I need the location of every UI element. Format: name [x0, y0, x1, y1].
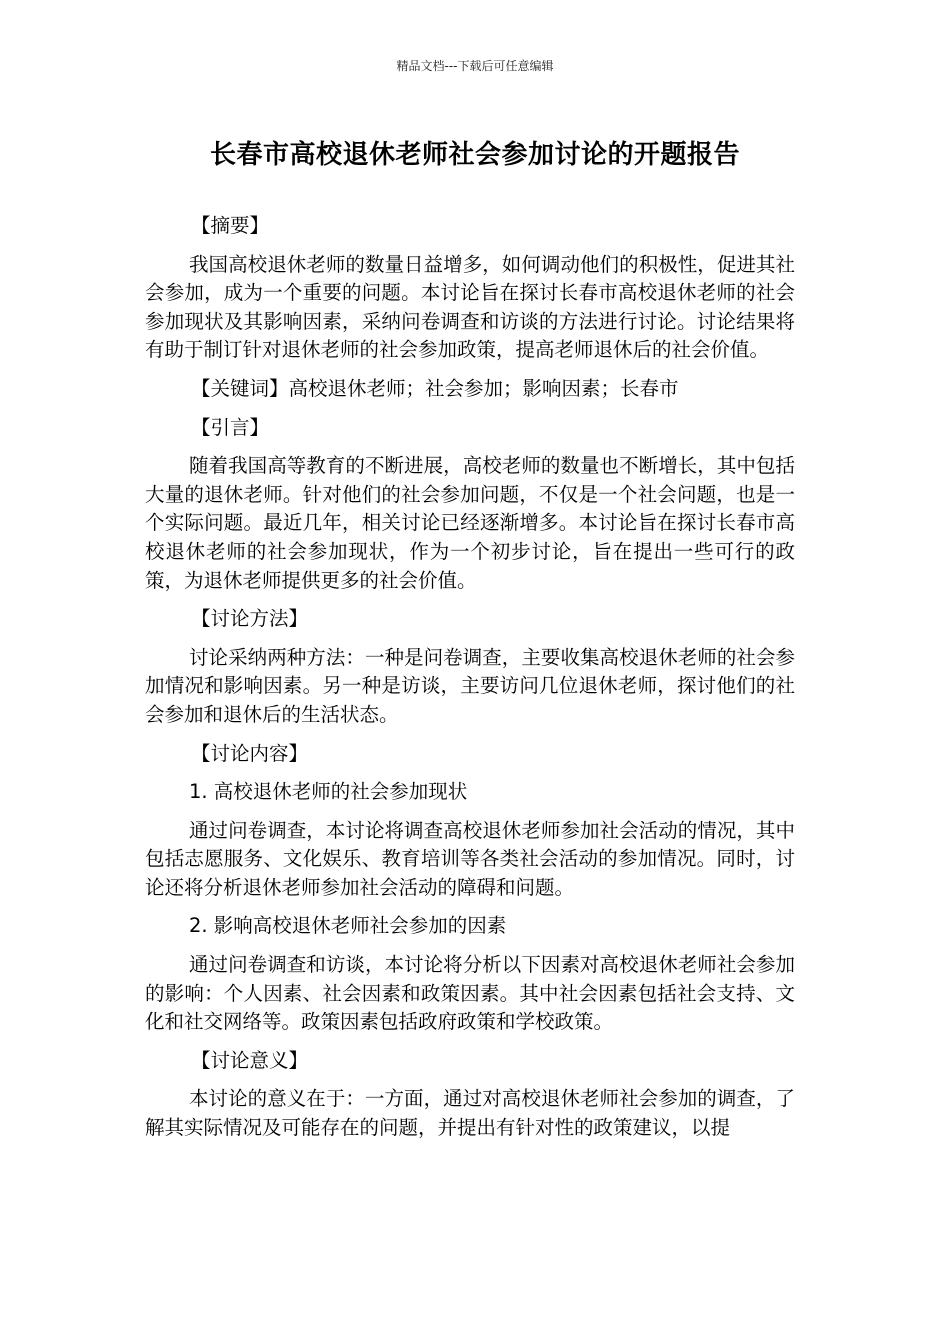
content-item2-title: 2. 影响高校退休老师社会参加的因素: [189, 914, 507, 938]
method-paragraph: 讨论采纳两种方法：一种是问卷调查，主要收集高校退休老师的社会参加情况和影响因素。另一种是访谈，主要访问几位退休老师，探讨他们的社会参加和退休后的生活状态。: [145, 645, 795, 726]
content-item1-paragraph: 通过问卷调查，本讨论将调查高校退休老师参加社会活动的情况，其中包括志愿服务、文化娱乐、教育培训等各类社会活动的参加情况。同时，讨论还将分析退休老师参加社会活动的障碍和问题。: [145, 818, 795, 899]
intro-paragraph: 随着我国高等教育的不断进展，高校老师的数量也不断增长，其中包括大量的退休老师。针对他们的社会参加问题，不仅是一个社会问题，也是一个实际问题。最近几年，相关讨论已经逐渐增多。本讨论旨在探讨长春市高校退休老师的社会参加现状，作为一个初步讨论，旨在提出一些可行的政策，为退休老师提供更多的社会价值。: [145, 454, 795, 592]
content-heading: 【讨论内容】: [191, 741, 309, 765]
document-body: [145, 212, 795, 1153]
keywords-text: 高校退休老师；社会参加；影响因素；长春市: [288, 376, 679, 400]
keywords-label: 【关键词】: [191, 376, 289, 400]
content-item1-title: 1. 高校退休老师的社会参加现状: [189, 780, 468, 804]
content-item2-paragraph: 通过问卷调查和访谈，本讨论将分析以下因素对高校退休老师社会参加的影响：个人因素、社会因素和政策因素。其中社会因素包括社会支持、文化和社交网络等。政策因素包括政府政策和学校政策。: [145, 953, 795, 1034]
significance-paragraph: 本讨论的意义在于：一方面，通过对高校退休老师社会参加的调查，了解其实际情况及可能存在的问题，并提出有针对性的政策建议，以提: [145, 1087, 795, 1140]
significance-heading: 【讨论意义】: [191, 1048, 309, 1072]
abstract-heading: 【摘要】: [191, 214, 270, 237]
page-header-note: 精品文档---下载后可任意编辑: [396, 59, 554, 73]
intro-heading: 【引言】: [191, 415, 270, 439]
document-title: 长春市高校退休老师社会参加讨论的开题报告: [209, 140, 740, 170]
keywords-line: [145, 375, 795, 404]
abstract-paragraph: 我国高校退休老师的数量日益增多，如何调动他们的积极性，促进其社会参加，成为一个重要的问题。本讨论旨在探讨长春市高校退休老师的社会参加现状及其影响因素，采纳问卷调查和访谈的方法进行讨论。讨论结果将有助于制订针对退休老师的社会参加政策，提高老师退休后的社会价值。: [145, 252, 795, 362]
method-heading: 【讨论方法】: [191, 607, 309, 631]
